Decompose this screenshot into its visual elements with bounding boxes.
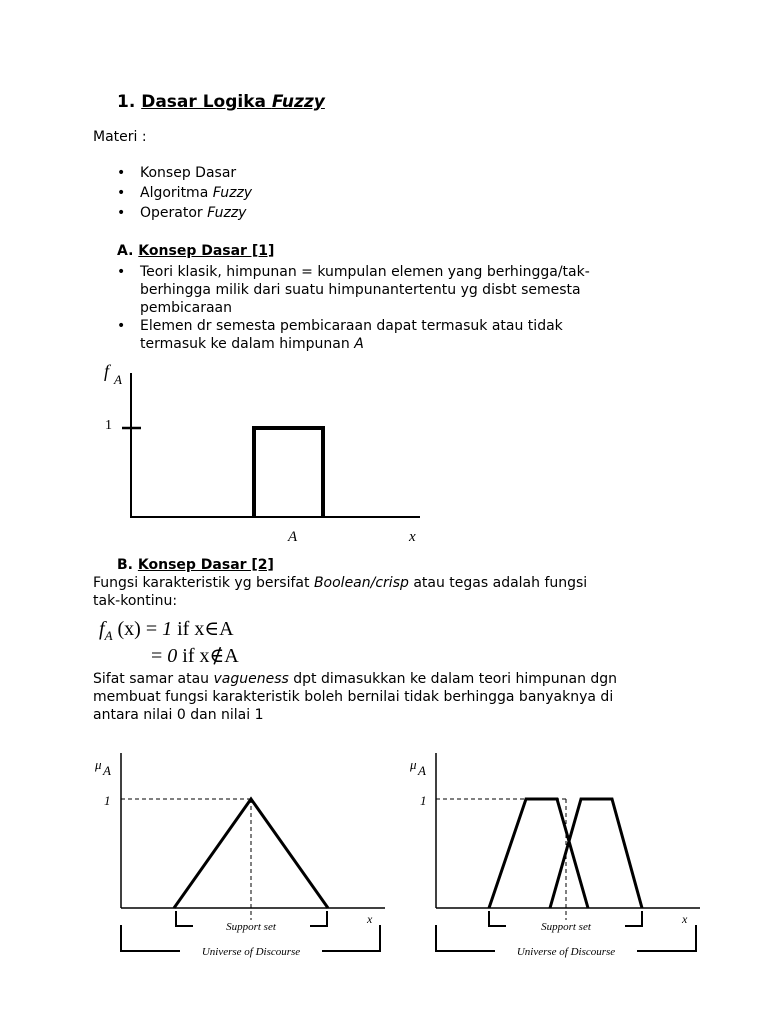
list-item: [115, 184, 252, 202]
paragraph-text: dpt dimasukkan ke dalam teori himpunan dgn: [288, 671, 618, 687]
paragraph-line: membuat fungsi karakteristik boleh bernilai tidak berhingga banyaknya di: [93, 689, 614, 705]
subsection-letter: B.: [117, 557, 133, 573]
universe-label: Universe of Discourse: [516, 946, 616, 958]
support-set-label: Support set: [541, 921, 591, 933]
paragraph-text: Fungsi karakteristik yg bersifat: [93, 575, 314, 591]
subsection-letter: A.: [117, 243, 134, 259]
paragraph-italic: vagueness: [213, 671, 289, 687]
panel-x-label: x: [682, 912, 688, 926]
triangular-membership-panel: [94, 753, 385, 958]
trapezoid-membership-curve-2: [550, 799, 642, 908]
panel-tick-one: 1: [420, 793, 427, 808]
list-item-italic: Fuzzy: [207, 205, 247, 221]
support-bracket: [176, 911, 193, 926]
paragraph-line: [93, 574, 587, 592]
formula-text: if x∉A: [177, 645, 239, 667]
list-item: [115, 317, 590, 353]
list-item-text: Operator: [140, 205, 208, 221]
figure-y-subscript: A: [114, 372, 122, 387]
universe-bracket: [121, 925, 180, 951]
panel-y-label: μ: [95, 757, 102, 772]
figure-x-label: x: [409, 529, 416, 545]
subsection-title: Konsep Dasar [1]: [138, 243, 275, 259]
panel-y-label: μ: [410, 757, 417, 772]
subsection-b-heading: [117, 556, 274, 574]
bullet-line: • Elemen dr semesta pembicaraan dapat termasuk atau tidak: [140, 318, 563, 334]
paragraph-text: Sifat samar atau: [93, 671, 214, 687]
support-bracket: [625, 911, 642, 926]
materi-label: Materi :: [93, 129, 147, 145]
trapezoidal-membership-panel: [409, 753, 700, 958]
formula-sub: A: [104, 628, 113, 643]
panel-x-label: x: [367, 912, 373, 926]
bullet-line: pembicaraan: [140, 300, 232, 316]
section-number: 1.: [117, 92, 136, 112]
bullet-line: berhingga milik dari suatu himpunantertentu yg disbt semesta: [140, 282, 581, 298]
materi-list: [115, 164, 252, 222]
paragraph-line: antara nilai 0 dan nilai 1: [93, 707, 264, 723]
paragraph-boolean: [93, 574, 587, 610]
paragraph-line: tak-kontinu:: [93, 593, 178, 609]
paragraph-italic: Boolean/crisp: [313, 575, 409, 591]
formula-text: (x) =: [112, 618, 163, 640]
paragraph-text: atau tegas adalah fungsi: [408, 575, 588, 591]
bullet-line: [140, 335, 590, 353]
universe-bracket: [436, 925, 495, 951]
crisp-set-figure: [0, 355, 768, 555]
bullet-line-plain: termasuk ke dalam himpunan: [140, 336, 355, 352]
list-item: [115, 263, 590, 317]
section-title: [141, 92, 325, 112]
panel-tick-one: 1: [104, 793, 111, 808]
panel-y-subscript: A: [103, 763, 111, 778]
support-bracket: [489, 911, 506, 926]
universe-label: Universe of Discourse: [201, 946, 301, 958]
formula-text: if x∈A: [172, 618, 234, 640]
universe-bracket: [322, 925, 380, 951]
subsection-title: Konsep Dasar [2]: [137, 557, 274, 573]
section-title-italic: Fuzzy: [271, 92, 325, 112]
fuzzy-set-figure: [0, 745, 768, 970]
figure-y-label: f: [104, 361, 110, 381]
panel-y-subscript: A: [418, 763, 426, 778]
crisp-membership-curve: [254, 428, 323, 517]
figure-tick-one: 1: [105, 418, 112, 433]
list-item-italic: Fuzzy: [212, 185, 253, 201]
list-item-text: Konsep Dasar: [140, 165, 237, 181]
section-title-plain: Dasar Logika: [141, 92, 272, 112]
universe-bracket: [637, 925, 696, 951]
formula-value: 1: [162, 618, 173, 640]
list-item: [115, 164, 252, 182]
concept-list: [115, 263, 590, 353]
formula-value: 0: [167, 645, 178, 667]
paragraph-vagueness: [93, 670, 617, 724]
bullet-line-italic: A: [354, 336, 364, 352]
set-label: A: [288, 529, 298, 545]
list-item: [115, 204, 252, 222]
formula-f: f: [99, 618, 105, 640]
paragraph-line: [93, 670, 617, 688]
trapezoid-membership-curve-1: [489, 799, 588, 908]
section-heading: [117, 93, 325, 111]
support-bracket: [310, 911, 327, 926]
bullet-line: • Teori klasik, himpunan = kumpulan elemen yang berhingga/tak-: [140, 264, 590, 280]
list-item-text: Algoritma: [140, 185, 213, 201]
support-set-label: Support set: [226, 921, 276, 933]
subsection-a-heading: [117, 242, 274, 260]
characteristic-formula-line2: [151, 644, 239, 668]
formula-text: =: [151, 645, 168, 667]
